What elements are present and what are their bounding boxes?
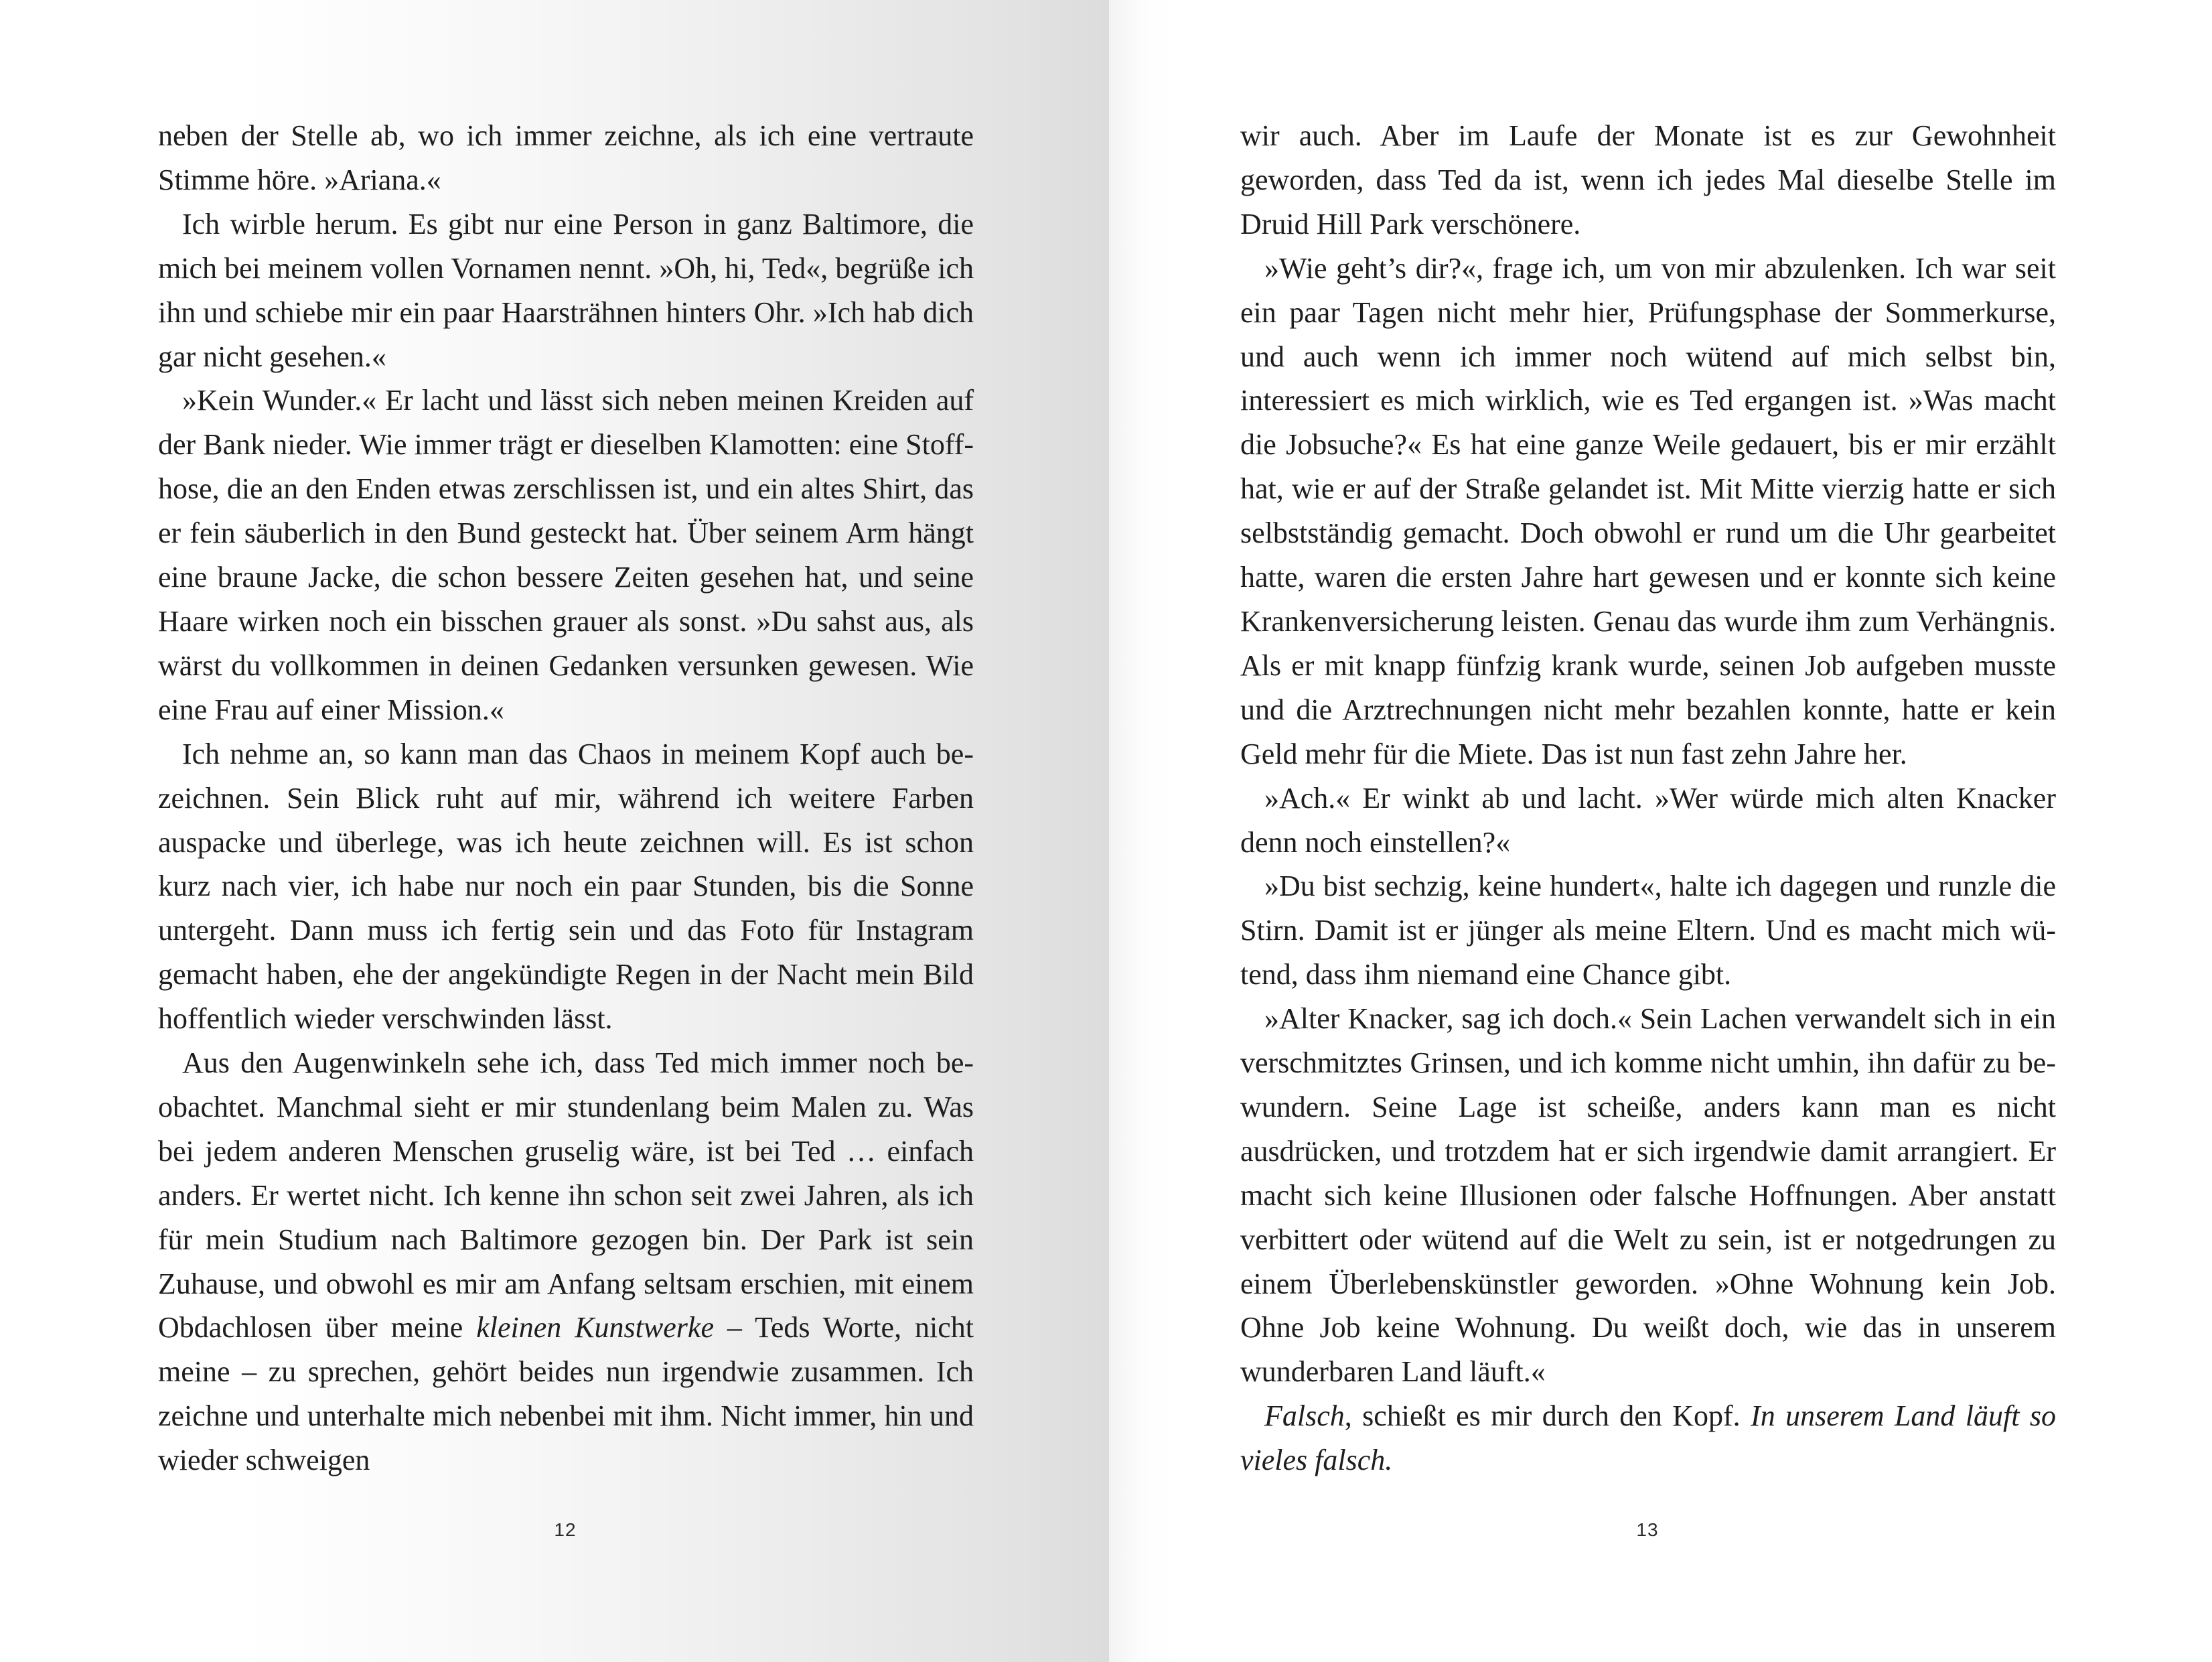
text-run: »Alter Knacker, sag ich doch.« Sein Lachen verwandelt sich in ein verschmitztes Grinsen, und ich komme nicht umhin, ihn dafür zu bewundern. Seine Lage ist scheiße, anders kann man es nicht ausdrücken, und trotzdem hat er sich irgendwie damit arrangiert. Er macht sich keine Illusionen oder falsche Hoffnungen. Aber anstatt verbittert oder wütend auf die Welt zu sein, ist er notgedrungen zu einem Überlebenskünstler geworden. »Ohne Wohnung kein Job. Ohne Job keine Wohnung. Du weißt doch, wie das in unserem wunderbaren Land läuft.« — [1240, 1002, 2056, 1389]
italic-text-run: In unserem Land läuft so vieles falsch. — [1240, 1399, 2056, 1477]
text-run: , schießt es mir durch den Kopf. — [1344, 1399, 1751, 1433]
text-run: wir auch. Aber im Laufe der Monate ist es zur Gewohnheit geworden, dass Ted da ist, wenn ich jedes Mal dieselbe Stelle im Druid Hill Park verschönere. — [1240, 119, 2056, 240]
text-run: Ich nehme an, so kann man das Chaos in meinem Kopf auch bezeichnen. Sein Blick ruht auf mir, während ich weitere Farben auspacke und überlege, was ich heute zeichnen will. Es ist schon kurz nach vier, ich habe nur noch ein paar Stunden, bis die Sonne untergeht. Dann muss ich fertig sein und das Foto für Instagram gemacht haben, ehe der angekündigte Regen in der Nacht mein Bild hoffentlich wieder verschwinden lässt. — [158, 737, 974, 1036]
text-run: »Wie geht’s dir?«, frage ich, um von mir abzulenken. Ich war seit ein paar Tagen nicht mehr hier, Prüfungsphase der Sommerkurse, und auch wenn ich immer noch wütend auf mich selbst bin, interessiert es mich wirklich, wie es Ted ergangen ist. »Was macht die Jobsuche?« Es hat eine ganze Weile gedauert, bis er mir erzählt hat, wie er auf der Straße gelandet ist. Mit Mitte vierzig hatte er sich selbstständig gemacht. Doch obwohl er rund um die Uhr gearbeitet hatte, waren die ersten Jahre hart gewesen und er konnte sich keine Krankenversicherung leisten. Genau das wurde ihm zum Verhängnis. Als er mit knapp fünfzig krank wurde, seinen Job aufgeben musste und die Arztrechnungen nicht mehr bezahlen konnte, hatte er kein Geld mehr für die Miete. Das ist nun fast zehn Jahre her. — [1240, 251, 2056, 770]
right-page — [1109, 0, 2212, 1662]
text-run: neben der Stelle ab, wo ich immer zeichne, als ich eine vertraute Stimme höre. »Ariana.« — [158, 119, 974, 196]
paragraph — [158, 732, 974, 1041]
paragraph — [158, 378, 974, 732]
text-run: Aus den Augenwinkeln sehe ich, dass Ted mich immer noch beobachtet. Manchmal sieht er mir stundenlang beim Malen zu. Was bei jedem anderen Menschen gruselig wäre, ist bei Ted … einfach anders. Er wertet nicht. Ich kenne ihn schon seit zwei Jahren, als ich für mein Studium nach Baltimore gezogen bin. Der Park ist sein Zuhause, und obwohl es mir am Anfang seltsam erschien, mit einem Obdachlosen über meine — [158, 1046, 974, 1344]
italic-text-run: Falsch — [1264, 1399, 1345, 1433]
right-page-text — [1240, 114, 2056, 1482]
paragraph — [158, 114, 974, 202]
paragraph — [1240, 247, 2056, 776]
text-run: »Kein Wunder.« Er lacht und lässt sich neben meinen Kreiden auf der Bank nieder. Wie immer trägt er dieselben Klamotten: eine Stoffhose, die an den Enden etwas zerschlissen ist, und ein altes Shirt, das er fein säuberlich in den Bund gesteckt hat. Über seinem Arm hängt eine braune Jacke, die schon bessere Zeiten gesehen hat, und seine Haare wirken noch ein bisschen grauer als sonst. »Du sahst aus, als wärst du vollkommen in deinen Gedanken versunken gewesen. Wie eine Frau auf einer Mission.« — [158, 384, 974, 726]
paragraph — [1240, 776, 2056, 865]
paragraph — [158, 202, 974, 379]
italic-text-run: kleinen Kunstwerke — [476, 1311, 714, 1344]
text-run: »Du bist sechzig, keine hundert«, halte ich dagegen und runzle die Stirn. Damit ist er jünger als meine Eltern. Und es macht mich wütend, dass ihm niemand eine Chance gibt. — [1240, 870, 2056, 991]
paragraph — [1240, 1394, 2056, 1482]
left-page-text — [158, 114, 974, 1482]
text-run: »Ach.« Er winkt ab und lacht. »Wer würde mich alten Knacker denn noch einstellen?« — [1240, 781, 2056, 859]
page-number: 12 — [554, 1519, 577, 1540]
paragraph — [1240, 997, 2056, 1394]
text-run: – Teds Worte, nicht meine – zu sprechen, gehört beides nun irgendwie zusammen. Ich zeichne und unterhalte mich nebenbei mit ihm. Nicht immer, hin und wieder schweigen — [158, 1311, 974, 1477]
text-run: Ich wirble herum. Es gibt nur eine Person in ganz Baltimore, die mich bei meinem vollen Vornamen nennt. »Oh, hi, Ted«, begrüße ich ihn und schiebe mir ein paar Haarsträhnen hinters Ohr. »Ich hab dich gar nicht gesehen.« — [158, 207, 974, 373]
page-number: 13 — [1636, 1519, 1659, 1540]
paragraph — [158, 1041, 974, 1482]
paragraph — [1240, 864, 2056, 997]
paragraph — [1240, 114, 2056, 247]
